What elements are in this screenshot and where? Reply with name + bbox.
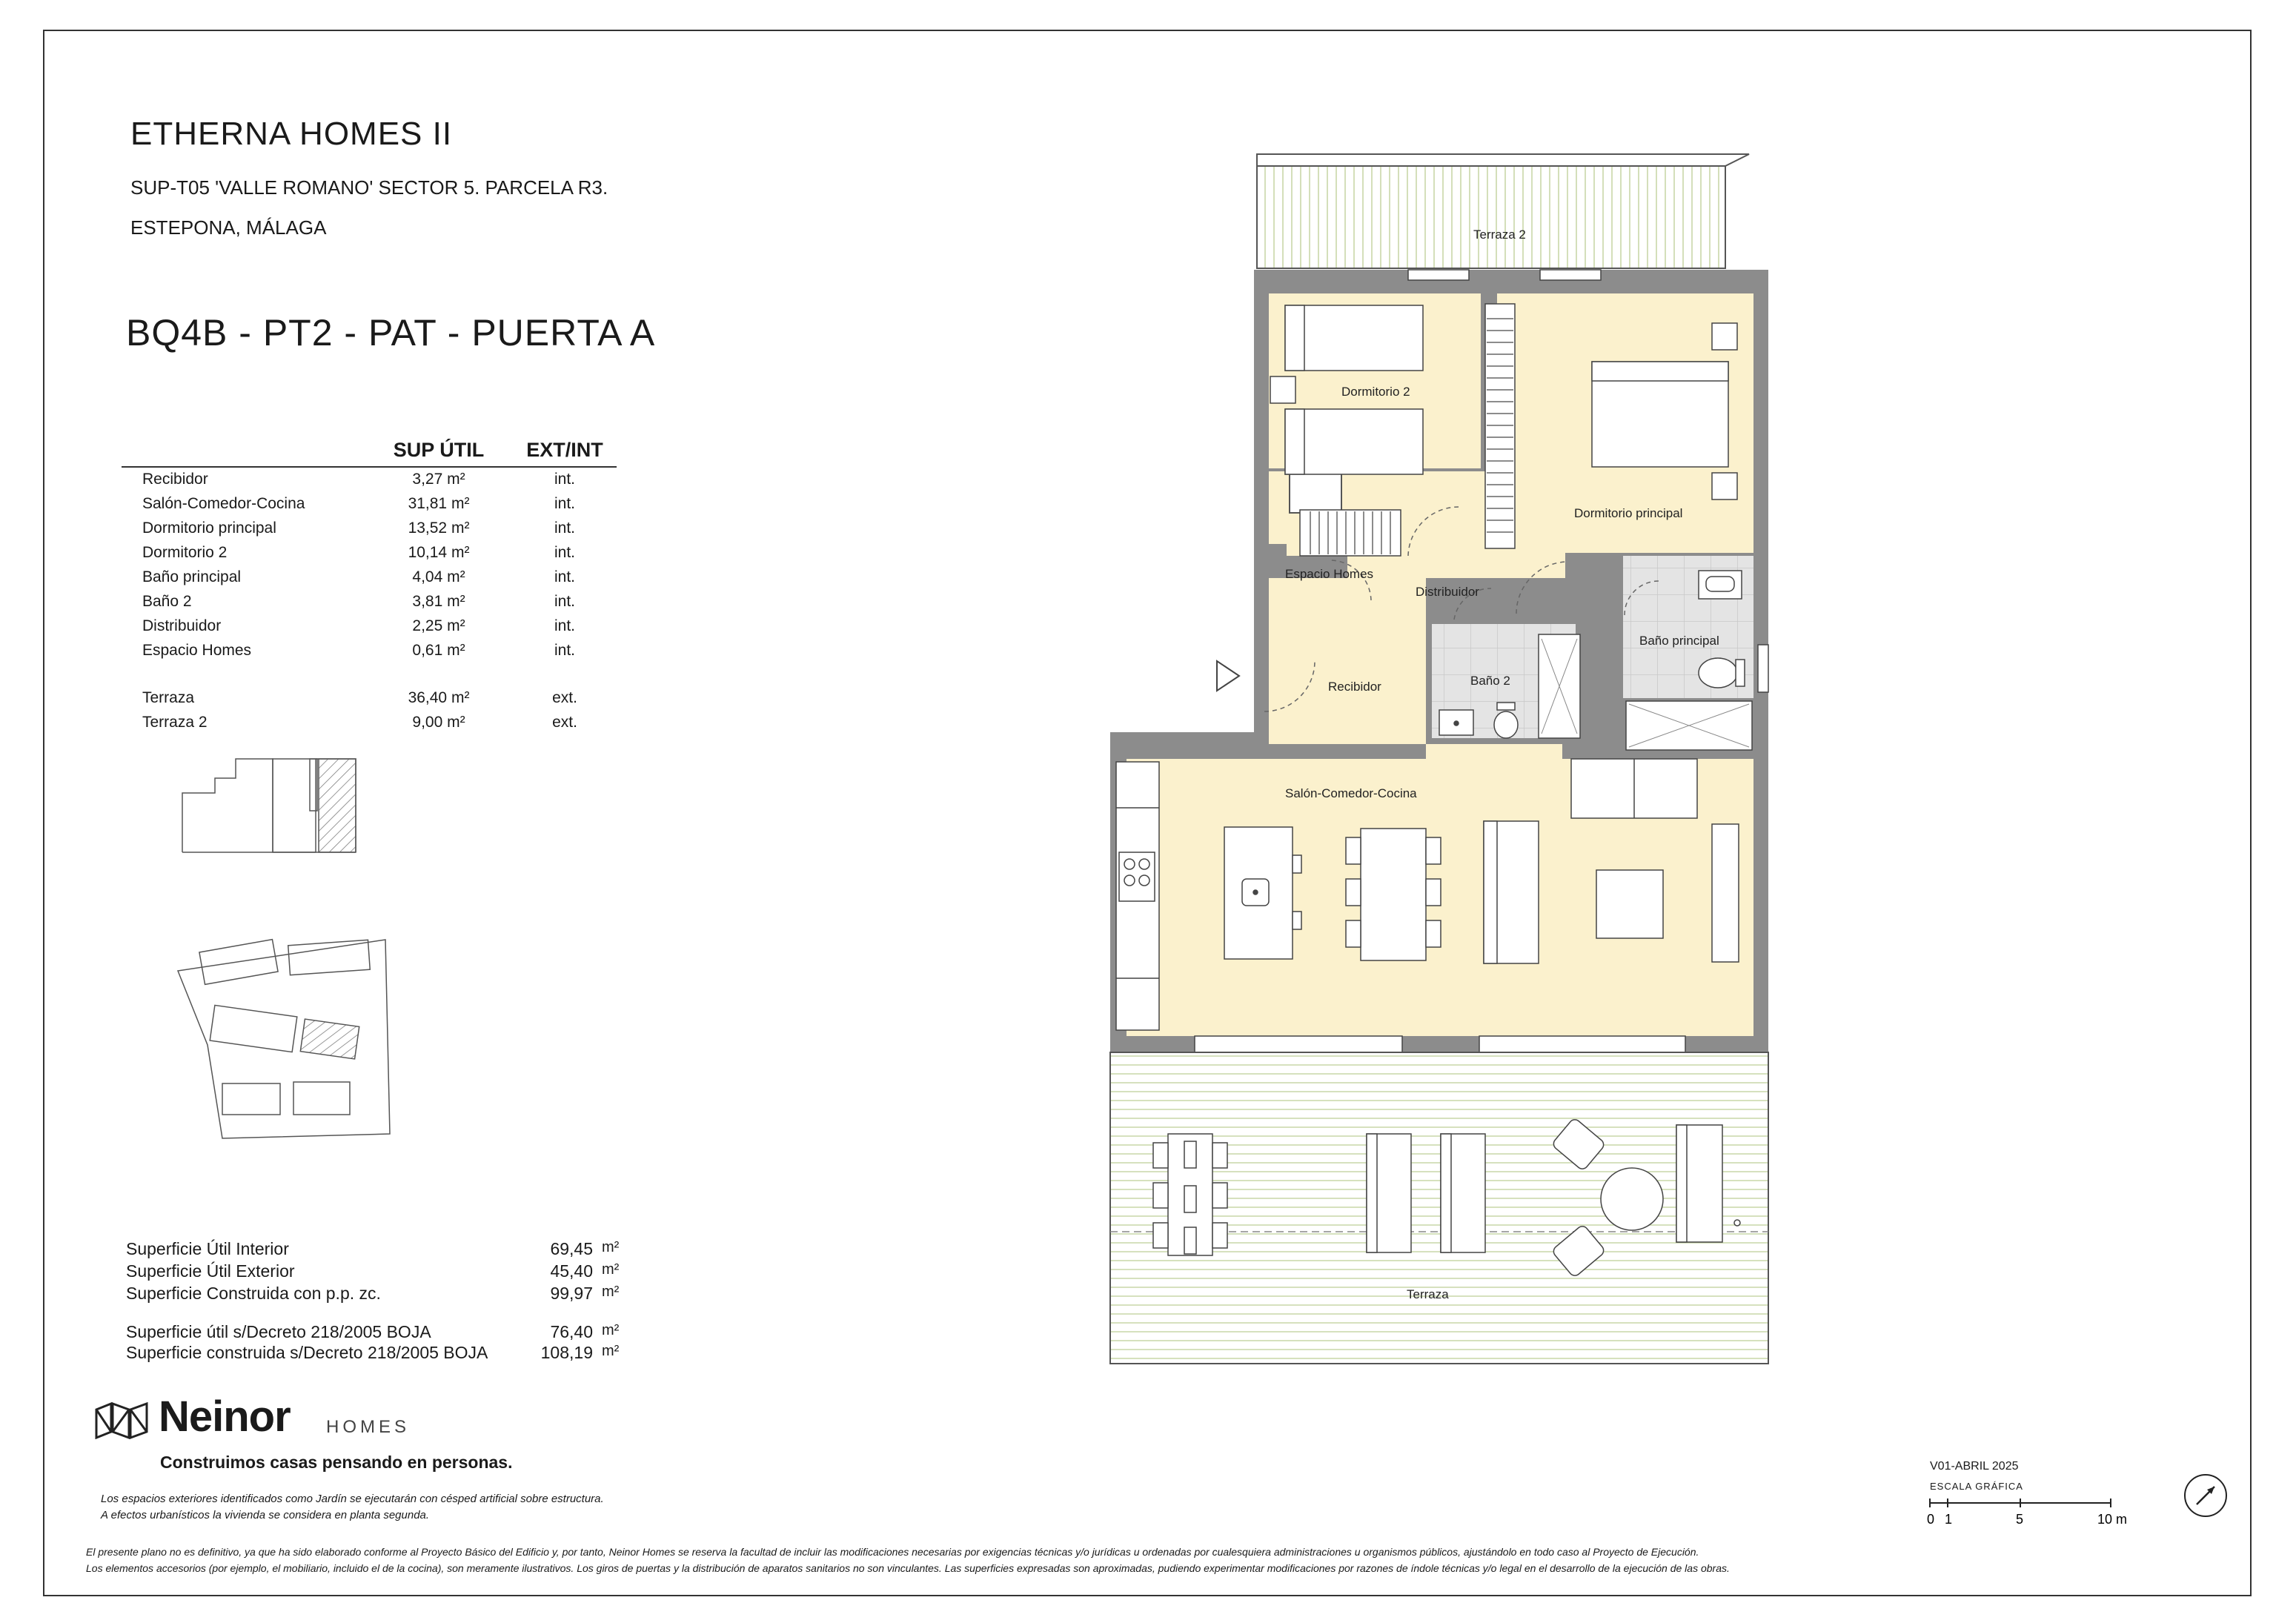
site-key-plan [170,934,408,1149]
note-exterior-1: Los espacios exteriores identificados como Jardín se ejecutarán con césped artificial sobre estructura. [101,1493,604,1505]
scale-tick-0: 0 [1927,1512,1935,1527]
col-area-header: SUP ÚTIL [365,439,513,467]
room-label-bano-principal: Baño principal [1639,634,1719,648]
summary-util-exterior: Superficie Útil Exterior 45,40 m² [126,1261,620,1281]
room-label-terraza: Terraza [1407,1287,1449,1301]
brand-name: Neinor [159,1393,291,1441]
room-label-salon: Salón-Comedor-Cocina [1285,786,1417,800]
table-row: Terraza 2 9,00 m² ext. [142,714,577,731]
col-type-header: EXT/INT [513,439,617,467]
scale-tick-1: 1 [1945,1512,1953,1527]
summary-util-interior: Superficie Útil Interior 69,45 m² [126,1239,620,1258]
project-location: SUP-T05 'VALLE ROMANO' SECTOR 5. PARCELA R3. [130,176,608,199]
room-label-bano-2: Baño 2 [1470,674,1510,688]
terraza-2-area [1257,154,1749,268]
floor-plan [1097,141,1779,1386]
summary-construida-decreto: Superficie construida s/Decreto 218/2005 BOJA 108,19 m² [126,1343,620,1362]
table-row: Salón-Comedor-Cocina 31,81 m² int. [142,495,575,512]
project-name: ETHERNA HOMES II [130,116,453,152]
unit-code: BQ4B - PT2 - PAT - PUERTA A [126,312,656,354]
entrance-arrow-icon [1217,661,1239,691]
area-table [122,439,617,735]
scale-tick-10: 10 m [2097,1512,2128,1527]
table-row: Baño 2 3,81 m² int. [142,593,575,610]
building-key-plan [170,749,393,874]
version-label: V01-ABRIL 2025 [1930,1460,2019,1473]
room-label-espacio-homes: Espacio Homes [1285,567,1374,581]
brand-sub: HOMES [326,1417,411,1437]
summary-util-decreto: Superficie útil s/Decreto 218/2005 BOJA 76,40 m² [126,1322,620,1341]
table-row: Terraza 36,40 m² ext. [142,689,577,706]
north-arrow-icon [2180,1470,2232,1522]
summary-construida: Superficie Construida con p.p. zc. 99,97 m² [126,1284,620,1303]
table-row: Dormitorio principal 13,52 m² int. [142,520,575,537]
table-row: Baño principal 4,04 m² int. [142,568,575,585]
note-exterior-2: A efectos urbanísticos la vivienda se considera en planta segunda. [101,1509,430,1521]
disclaimer-1: El presente plano no es definitivo, ya que ha sido elaborado conforme al Proyecto Básico del Edificio y, por tanto, Neinor Homes se reserva la facultad de incluir las modificaciones necesarias por exigencias técnicas y/o jurídicas u ordenadas por cualesquiera administraciones u organismos públicos, ajustándolo en todo caso al Proyecto de Ejecución. [86,1546,1699,1558]
disclaimer-2: Los elementos accesorios (por ejemplo, el mobiliario, incluido el de la cocina), son meramente ilustrativos. Los giros de puertas y la distribución de aparatos sanitarios no son vinculantes. Las superficies expresadas son aproximadas, pudiendo experimentar modificaciones por razones de índole técnicas y/o legal en el desarrollo de la ejecución de las obras. [86,1562,1730,1574]
table-row: Recibidor 3,27 m² int. [142,471,575,488]
neinor-logo-icon [93,1402,150,1439]
room-label-distribuidor: Distribuidor [1416,585,1479,599]
room-label-recibidor: Recibidor [1328,680,1381,694]
room-label-dormitorio-principal: Dormitorio principal [1574,506,1683,520]
table-row: Espacio Homes 0,61 m² int. [142,642,575,659]
dining-table [1346,829,1441,960]
room-label-terraza-2: Terraza 2 [1473,228,1526,242]
brand-tagline: Construimos casas pensando en personas. [160,1453,513,1472]
scale-label: ESCALA GRÁFICA [1930,1481,2023,1492]
table-row: Distribuidor 2,25 m² int. [142,617,575,634]
room-label-dormitorio-2: Dormitorio 2 [1341,385,1410,399]
table-row: Dormitorio 2 10,14 m² int. [142,544,575,561]
scale-tick-5: 5 [2016,1512,2024,1527]
project-city: ESTEPONA, MÁLAGA [130,216,327,239]
scale-bar [1925,1496,2133,1533]
brand-block [71,1378,531,1482]
